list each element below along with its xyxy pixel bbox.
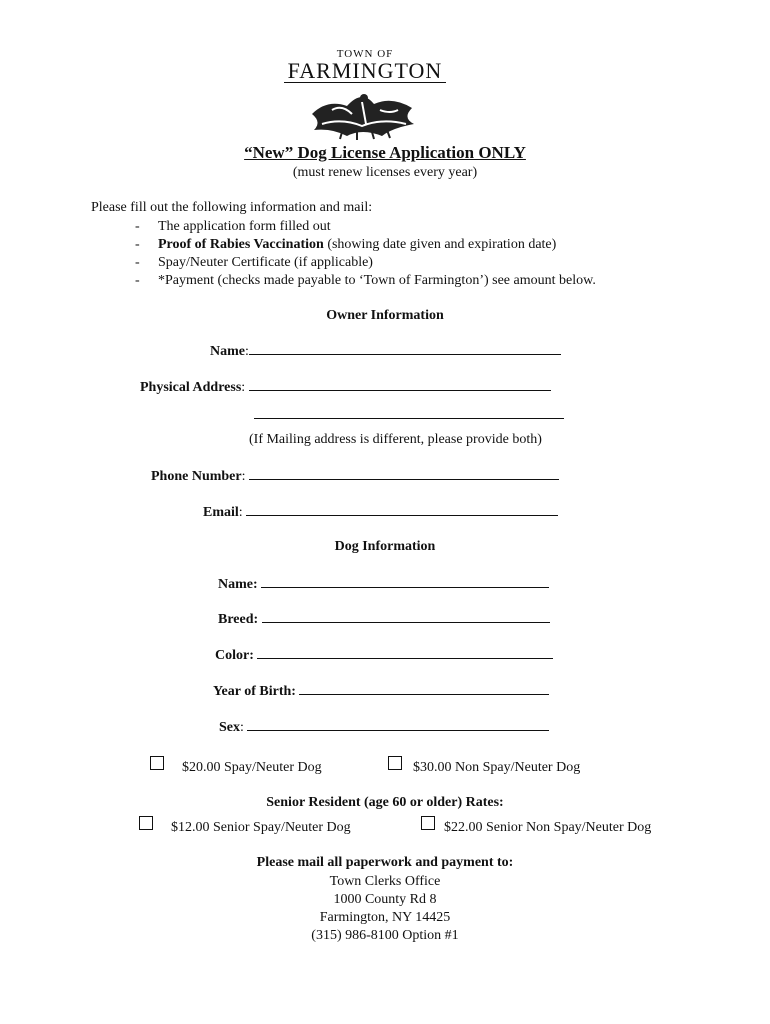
list-dash: - bbox=[135, 237, 140, 252]
senior-spay-neuter-checkbox[interactable] bbox=[139, 816, 153, 830]
dog-sex-line[interactable] bbox=[247, 718, 549, 731]
dog-breed-field[interactable] bbox=[218, 610, 550, 628]
mailing-line: 1000 County Rd 8 bbox=[333, 892, 437, 907]
dog-sex-colon: : bbox=[240, 720, 248, 735]
list-item bbox=[135, 218, 596, 236]
owner-address-label: Physical Address bbox=[140, 380, 242, 395]
list-item-bold: Proof of Rabies Vaccination bbox=[158, 237, 324, 252]
owner-address-field[interactable] bbox=[140, 378, 551, 396]
owner-section-heading: Owner Information bbox=[326, 308, 444, 323]
logo-town-name: FARMINGTON bbox=[287, 58, 443, 83]
owner-phone-colon: : bbox=[241, 469, 250, 484]
instructions-intro: Please fill out the following information and mail: bbox=[91, 200, 373, 215]
list-item-text: Spay/Neuter Certificate (if applicable) bbox=[158, 255, 373, 270]
mailing-phone: (315) 986-8100 Option #1 bbox=[311, 928, 459, 943]
dog-breed-line[interactable] bbox=[262, 610, 550, 623]
list-dash: - bbox=[135, 255, 140, 270]
owner-name-field[interactable] bbox=[210, 342, 561, 360]
dog-color-line[interactable] bbox=[257, 646, 553, 659]
dog-sex-field[interactable] bbox=[219, 718, 549, 736]
spay-neuter-option-label: $20.00 Spay/Neuter Dog bbox=[182, 760, 322, 775]
dog-name-line[interactable] bbox=[261, 575, 549, 588]
list-item bbox=[135, 272, 596, 290]
list-dash: - bbox=[135, 219, 140, 234]
owner-email-label: Email bbox=[203, 505, 239, 520]
senior-non-spay-neuter-option-label: $22.00 Senior Non Spay/Neuter Dog bbox=[444, 820, 652, 835]
town-logo bbox=[280, 44, 450, 140]
non-spay-neuter-checkbox[interactable] bbox=[388, 756, 402, 770]
spay-neuter-checkbox[interactable] bbox=[150, 756, 164, 770]
dog-color-label: Color: bbox=[215, 648, 258, 663]
mailing-line: Town Clerks Office bbox=[329, 874, 441, 889]
list-item bbox=[135, 236, 596, 254]
owner-email-field[interactable] bbox=[203, 503, 558, 521]
owner-address-note: (If Mailing address is different, please provide both) bbox=[249, 432, 542, 447]
dog-birth-label: Year of Birth: bbox=[213, 684, 300, 699]
owner-phone-line[interactable] bbox=[249, 467, 559, 480]
dog-section-heading: Dog Information bbox=[334, 539, 436, 554]
owner-name-label: Name bbox=[210, 344, 245, 359]
mailing-line: Farmington, NY 14425 bbox=[319, 910, 451, 925]
logo-illustration-icon bbox=[302, 84, 422, 140]
dog-breed-label: Breed: bbox=[218, 612, 262, 627]
logo-rule bbox=[284, 82, 446, 83]
dog-color-field[interactable] bbox=[215, 646, 553, 664]
owner-email-colon: : bbox=[238, 505, 247, 520]
owner-email-line[interactable] bbox=[246, 503, 558, 516]
owner-address-colon: : bbox=[241, 380, 249, 395]
dog-sex-label: Sex bbox=[219, 720, 240, 735]
owner-address-line-2[interactable] bbox=[254, 418, 564, 419]
dog-birth-field[interactable] bbox=[213, 682, 549, 700]
dog-name-field[interactable] bbox=[218, 575, 549, 593]
list-item bbox=[135, 254, 596, 272]
list-item-text: *Payment (checks made payable to ‘Town of Farmington’) see amount below. bbox=[158, 273, 596, 288]
owner-phone-field[interactable] bbox=[151, 467, 559, 485]
instructions-list bbox=[135, 218, 596, 290]
owner-name-colon: : bbox=[245, 344, 249, 359]
senior-rates-heading: Senior Resident (age 60 or older) Rates: bbox=[266, 795, 504, 810]
mailing-heading: Please mail all paperwork and payment to: bbox=[256, 855, 514, 870]
form-title: “New” Dog License Application ONLY bbox=[244, 143, 526, 162]
owner-phone-label: Phone Number bbox=[151, 469, 242, 484]
dog-name-label: Name: bbox=[218, 577, 262, 592]
logo-small-text: TOWN OF bbox=[336, 48, 394, 60]
senior-non-spay-neuter-checkbox[interactable] bbox=[421, 816, 435, 830]
form-subtitle: (must renew licenses every year) bbox=[292, 165, 478, 180]
list-item-text: (showing date given and expiration date) bbox=[323, 237, 557, 252]
dog-birth-line[interactable] bbox=[299, 682, 549, 695]
list-dash: - bbox=[135, 273, 140, 288]
list-item-text: The application form filled out bbox=[158, 219, 331, 234]
owner-name-line[interactable] bbox=[249, 342, 561, 355]
non-spay-neuter-option-label: $30.00 Non Spay/Neuter Dog bbox=[413, 760, 581, 775]
senior-spay-neuter-option-label: $12.00 Senior Spay/Neuter Dog bbox=[171, 820, 351, 835]
owner-address-line[interactable] bbox=[249, 378, 551, 391]
